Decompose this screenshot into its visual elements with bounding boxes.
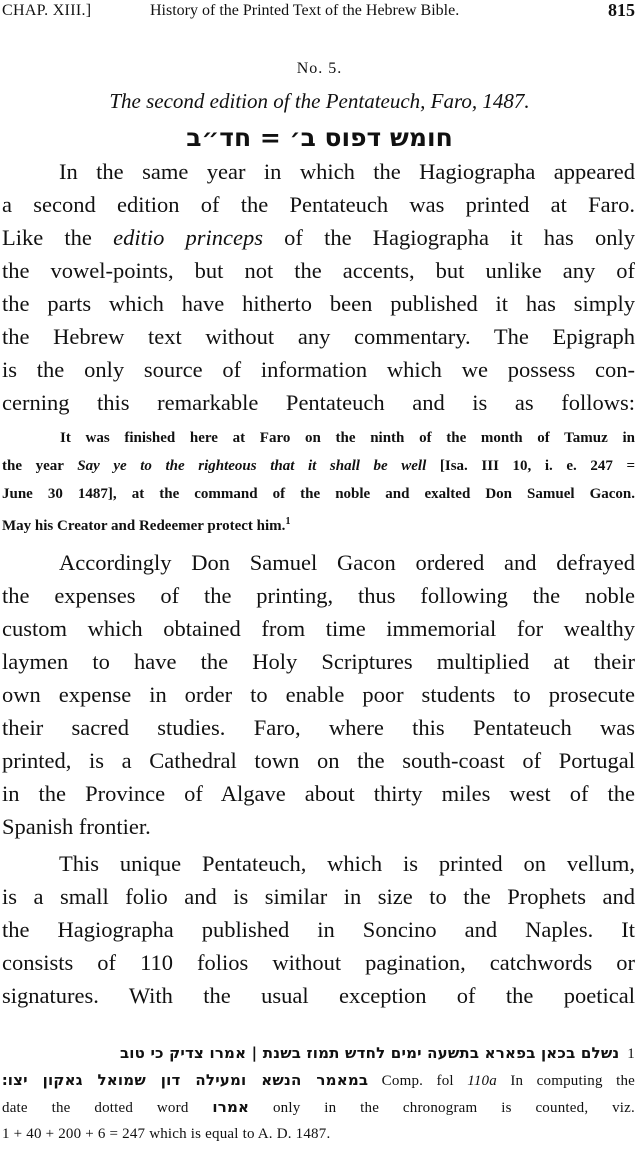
text-line: This unique Pentateuch, which is printed on vellum, bbox=[59, 851, 635, 876]
running-title: History of the Printed Text of the Hebrew Bible. bbox=[150, 2, 460, 19]
italic-phrase: Say ye to the righteous that it shall be well bbox=[77, 458, 427, 474]
section-title: The second edition of the Pentateuch, Faro, 1487. bbox=[109, 89, 530, 113]
text-line: consists of 110 folios without pagination, catchwords or bbox=[2, 950, 635, 975]
text-line: the Hebrew text without any commentary. The Epigraph bbox=[2, 324, 635, 349]
section-number: No. 5. bbox=[296, 60, 343, 77]
quote-line: It was finished here at Faro on the ninth of the month of Tamuz in bbox=[60, 430, 635, 446]
hebrew-epigraph: נשלם בכאן בפארא בתשעה ימים לחדש תמוז בשנת | אמרו צדיק כי טוב bbox=[119, 1044, 620, 1062]
footnote-ref[interactable]: 1 bbox=[285, 516, 291, 527]
hebrew-word: אמרו bbox=[212, 1098, 250, 1116]
text-line: their sacred studies. Faro, where this Pentateuch was bbox=[2, 715, 635, 740]
quote-line: May his Creator and Redeemer protect him.$^1$ bbox=[2, 516, 291, 534]
text-line: custom which obtained from time immemorial for wealthy bbox=[2, 616, 635, 641]
quote-line: the year Say ye to the righteous that it shall be well [Isa. III 10, i. e. 247 = bbox=[2, 458, 635, 474]
running-header bbox=[2, 0, 635, 24]
footnote-line bbox=[2, 1040, 635, 1068]
text-line: printed, is a Cathedral town on the south-coast of Portugal bbox=[2, 748, 635, 773]
hebrew-epigraph: במאמר הנשא ומעילה דון שמואל גאקון יצו׃ bbox=[2, 1071, 369, 1089]
text-line: the Hagiographa published in Soncino and Naples. It bbox=[2, 917, 635, 942]
text-line: the vowel-points, but not the accents, but unlike any of bbox=[2, 258, 635, 283]
text-line: Accordingly Don Samuel Gacon ordered and defrayed bbox=[59, 550, 635, 575]
text-line: signatures. With the usual exception of the poetical bbox=[2, 983, 635, 1008]
footnote-marker: 1 bbox=[627, 1046, 635, 1062]
text-line: cerning this remarkable Pentateuch and is as follows: bbox=[2, 390, 635, 415]
text-line: is a small folio and is similar in size to the Prophets and bbox=[2, 884, 635, 909]
quote-line: June 30 1487], at the command of the noble and exalted Don Samuel Gacon. bbox=[2, 486, 635, 502]
text-line: In the same year in which the Hagiographa appeared bbox=[59, 159, 635, 184]
text-line: Spanish frontier. bbox=[2, 814, 151, 839]
chapter-label: CHAP. XIII.] bbox=[2, 2, 92, 19]
hebrew-title: חומש דפוס ב׳ = חד״ב bbox=[186, 123, 453, 152]
text-line: the parts which have hitherto been published it has simply bbox=[2, 291, 635, 316]
footnote-line: 1 + 40 + 200 + 6 = 247 which is equal to A. D. 1487. bbox=[2, 1126, 331, 1142]
text-line: in the Province of Algave about thirty miles west of the bbox=[2, 781, 635, 806]
page-number: 815 bbox=[608, 0, 635, 20]
text-line: is the only source of information which we possess con- bbox=[2, 357, 635, 382]
text-line: the expenses of the printing, thus following the noble bbox=[2, 583, 635, 608]
text-line: Like the editio princeps of the Hagiographa it has only bbox=[2, 225, 635, 250]
footnote-line: במאמר הנשא ומעילה דון שמואל גאקון יצו׃ Comp. fol 110a In computing the bbox=[2, 1071, 636, 1089]
text-line: laymen to have the Holy Scriptures multiplied at their bbox=[2, 649, 635, 674]
italic-term: editio princeps bbox=[113, 225, 263, 250]
footnote-line: date the dotted word אמרו only in the chronogram is counted, viz. bbox=[2, 1098, 635, 1116]
text-line: a second edition of the Pentateuch was printed at Faro. bbox=[2, 192, 635, 217]
text-line: own expense in order to enable poor students to prosecute bbox=[2, 682, 635, 707]
